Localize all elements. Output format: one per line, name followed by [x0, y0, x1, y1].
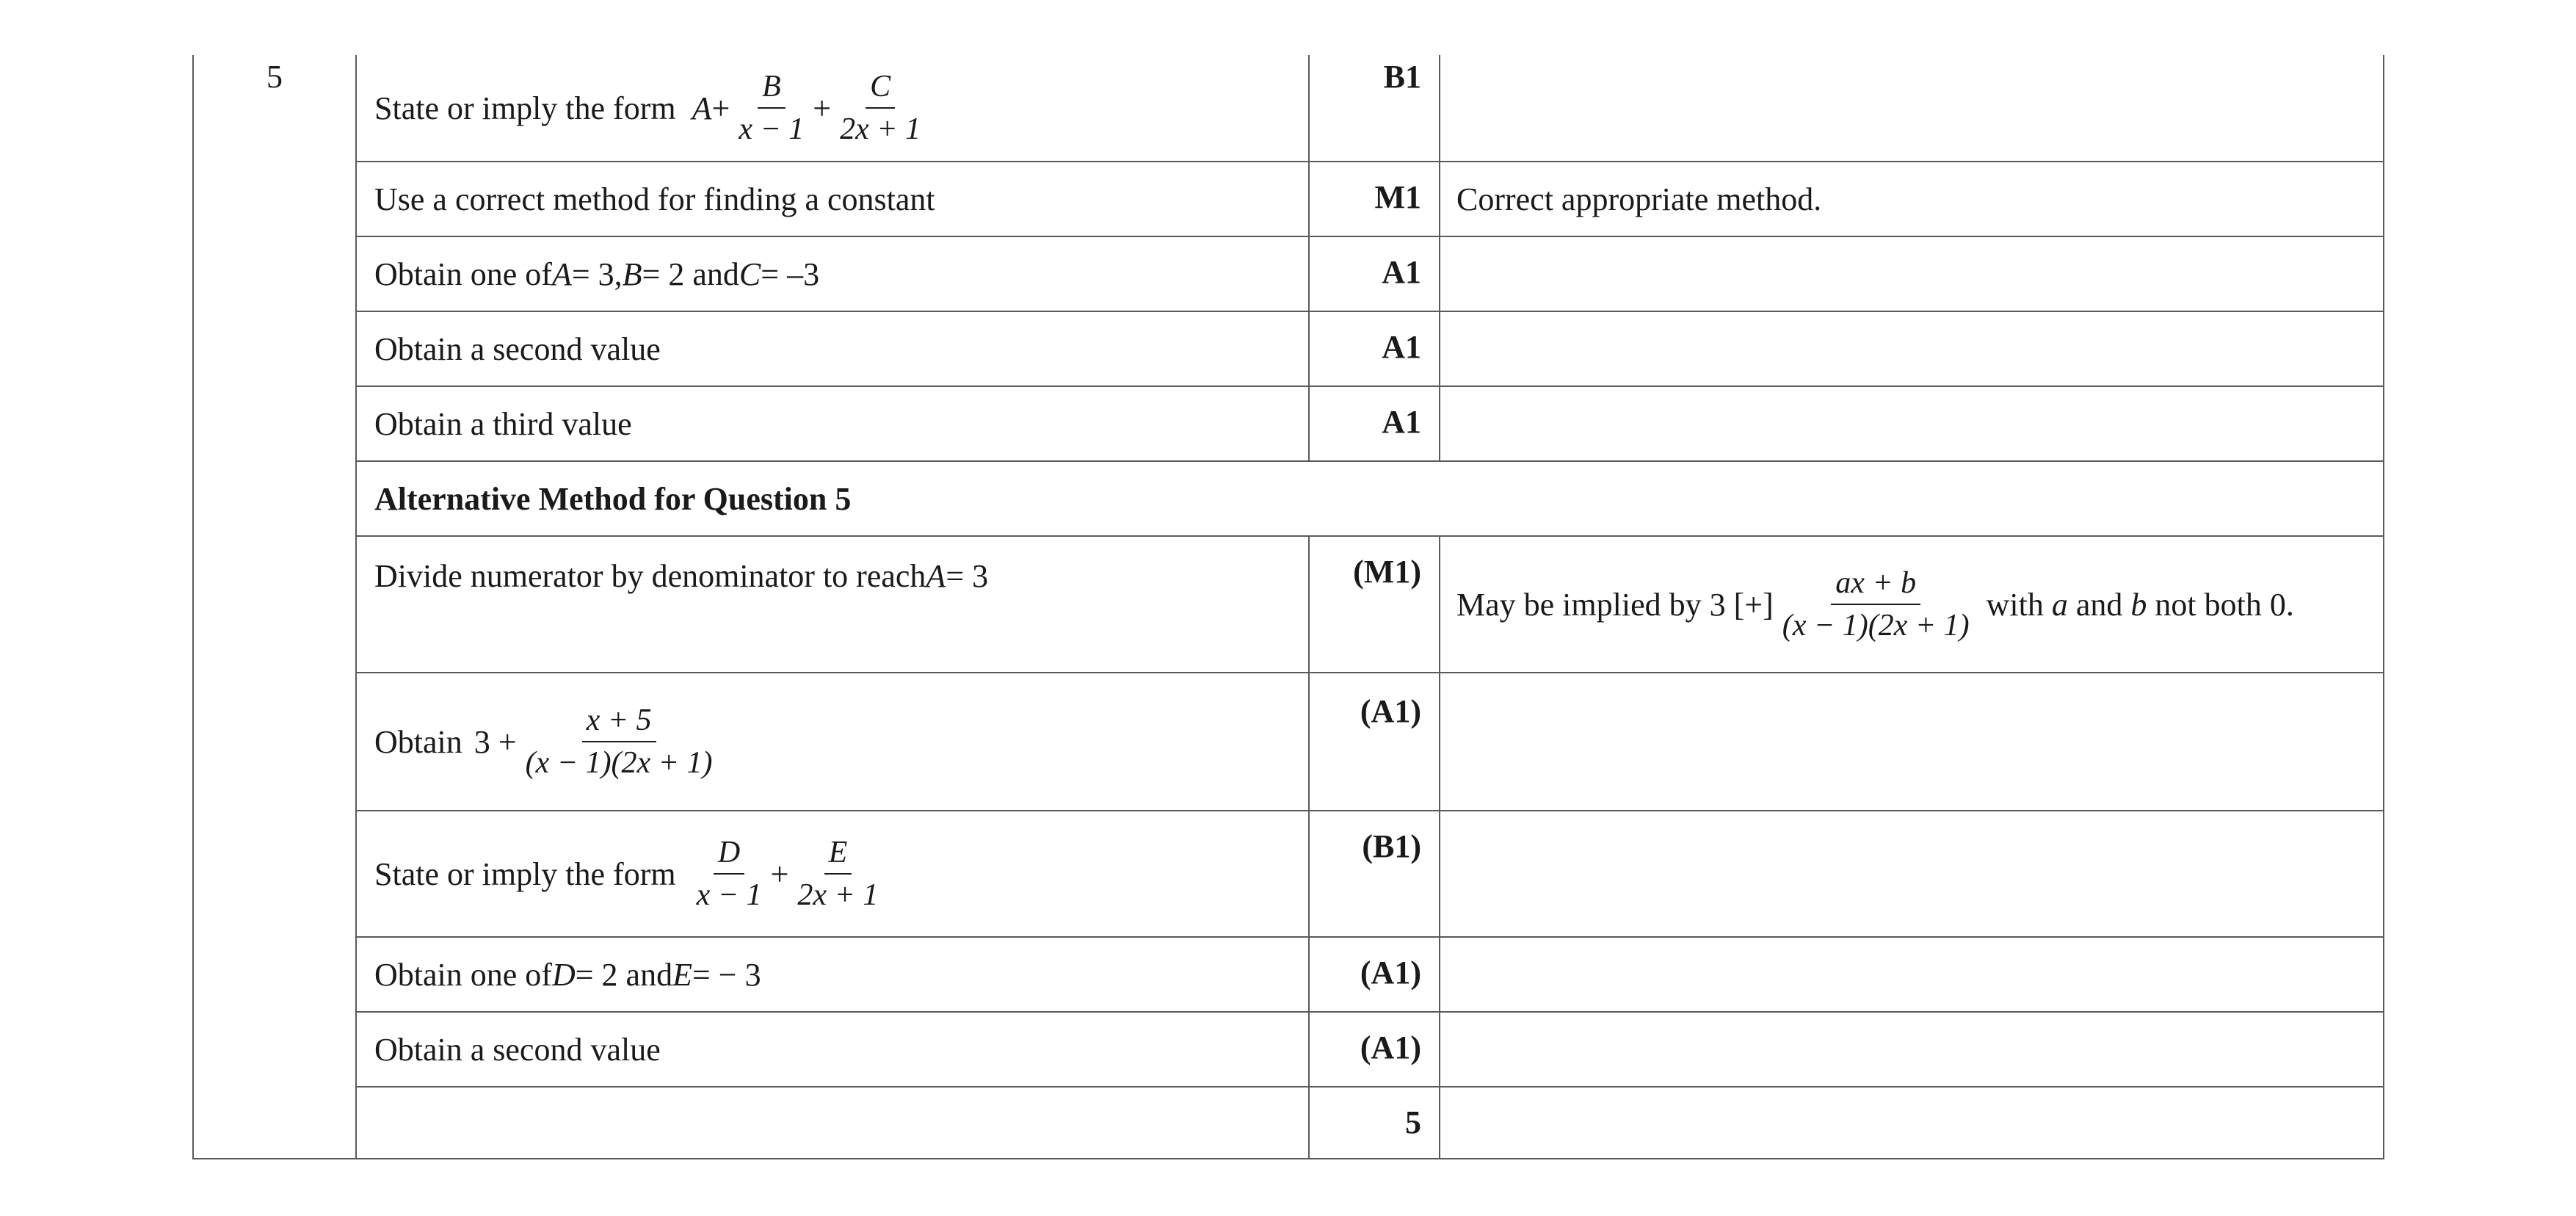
mark-scheme-table — [192, 55, 2384, 1159]
answer-cell — [357, 673, 1310, 810]
mark-cell: M1 — [1310, 162, 1440, 236]
math-term: D — [551, 956, 576, 993]
answer-text: Obtain one of — [374, 256, 552, 292]
fraction — [835, 69, 925, 148]
fraction-denominator: x − 1 — [696, 878, 762, 912]
table-row — [357, 387, 2383, 462]
table-row — [357, 537, 2383, 673]
guidance-text — [1978, 586, 1987, 623]
mark-cell: (B1) — [1310, 811, 1440, 936]
fraction-numerator: ax + b — [1831, 565, 1920, 605]
answer-text: State or imply the form — [374, 90, 676, 126]
answer-cell — [357, 55, 1310, 161]
fraction-denominator: (x − 1)(2x + 1) — [525, 746, 713, 780]
mark-cell: (A1) — [1310, 1013, 1440, 1086]
math-term: E — [672, 956, 692, 993]
mark-cell: A1 — [1310, 387, 1440, 460]
answer-text: Obtain one of — [374, 956, 552, 993]
answer-cell — [357, 537, 1310, 672]
math-term: A — [692, 90, 712, 126]
fraction — [734, 69, 808, 148]
answer-cell — [357, 938, 1310, 1011]
math-term: A — [926, 558, 946, 594]
total-mark-cell: 5 — [1310, 1087, 1440, 1158]
answer-cell — [357, 811, 1310, 936]
table-row — [357, 312, 2383, 387]
answer-cell: Obtain a second value — [357, 312, 1310, 386]
guidance-text: May be implied by 3 [+] — [1456, 586, 1774, 623]
fraction-denominator: 2x + 1 — [797, 878, 879, 912]
answer-cell: Obtain a second value — [357, 1013, 1310, 1086]
mark-rows — [357, 55, 2383, 1158]
fraction-numerator: x + 5 — [582, 703, 656, 742]
table-row — [357, 237, 2383, 312]
answer-text: = 3 — [946, 558, 989, 594]
fraction — [793, 835, 882, 913]
table-row — [357, 1013, 2383, 1087]
guidance-cell — [1440, 387, 2383, 460]
guidance-cell — [1440, 938, 2383, 1011]
guidance-cell — [1440, 811, 2383, 936]
answer-formula — [688, 835, 888, 913]
math-term: C — [739, 256, 761, 292]
fraction-numerator: C — [866, 69, 895, 109]
answer-text: = 2 and — [575, 956, 673, 993]
question-number: 5 — [194, 55, 357, 1158]
answer-text: Divide numerator by denominator to reach — [374, 558, 926, 594]
mark-cell: B1 — [1310, 55, 1440, 161]
mark-cell: A1 — [1310, 237, 1440, 311]
fraction — [1778, 565, 1974, 644]
answer-formula — [692, 69, 930, 148]
table-row — [357, 55, 2383, 162]
guidance-text: with — [1986, 586, 2044, 623]
guidance-cell — [1440, 1013, 2383, 1086]
mark-cell: (A1) — [1310, 673, 1440, 810]
math-operator: + — [770, 855, 789, 892]
answer-cell: Obtain a third value — [357, 387, 1310, 460]
guidance-cell — [1440, 55, 2383, 161]
fraction-numerator: D — [714, 835, 744, 875]
math-term: 3 + — [474, 723, 517, 760]
math-operator: + — [711, 90, 730, 126]
answer-cell — [357, 237, 1310, 311]
answer-text: Obtain — [374, 723, 462, 760]
fraction-denominator: (x − 1)(2x + 1) — [1782, 609, 1970, 643]
answer-text: State or imply the form — [374, 855, 676, 892]
guidance-cell — [1440, 312, 2383, 386]
answer-text: = − 3 — [692, 956, 761, 993]
table-row — [357, 811, 2383, 938]
fraction-denominator: x − 1 — [739, 112, 805, 146]
guidance-cell — [1440, 237, 2383, 311]
answer-formula — [474, 703, 722, 781]
table-row — [357, 162, 2383, 237]
alternative-method-heading-row — [357, 462, 2383, 537]
math-operator: + — [813, 90, 832, 126]
section-heading: Alternative Method for Question 5 — [374, 480, 852, 517]
fraction-numerator: E — [824, 835, 852, 875]
table-row — [357, 938, 2383, 1013]
math-term: A — [551, 256, 572, 292]
answer-text: = 2 and — [642, 256, 739, 292]
answer-cell — [357, 1087, 1310, 1158]
answer-cell: Use a correct method for finding a constant — [357, 162, 1310, 236]
guidance-cell: Correct appropriate method. — [1456, 181, 1822, 217]
math-term: B — [622, 256, 642, 292]
answer-text: = –3 — [761, 256, 820, 292]
table-row — [357, 673, 2383, 811]
fraction — [692, 835, 766, 913]
guidance-cell — [1440, 537, 2383, 672]
mark-cell: (A1) — [1310, 938, 1440, 1011]
guidance-text: not both 0. — [2155, 586, 2294, 623]
fraction-denominator: 2x + 1 — [840, 112, 921, 146]
guidance-cell — [1440, 1087, 2383, 1158]
guidance-cell — [1440, 673, 2383, 810]
fraction-numerator: B — [758, 69, 786, 109]
mark-cell: (M1) — [1310, 537, 1440, 672]
total-row — [357, 1087, 2383, 1158]
answer-text: = 3, — [571, 256, 623, 292]
math-term: b — [2130, 586, 2147, 623]
mark-cell: A1 — [1310, 312, 1440, 386]
math-term: a — [2051, 586, 2068, 623]
fraction — [521, 703, 717, 781]
guidance-text: and — [2075, 586, 2123, 623]
